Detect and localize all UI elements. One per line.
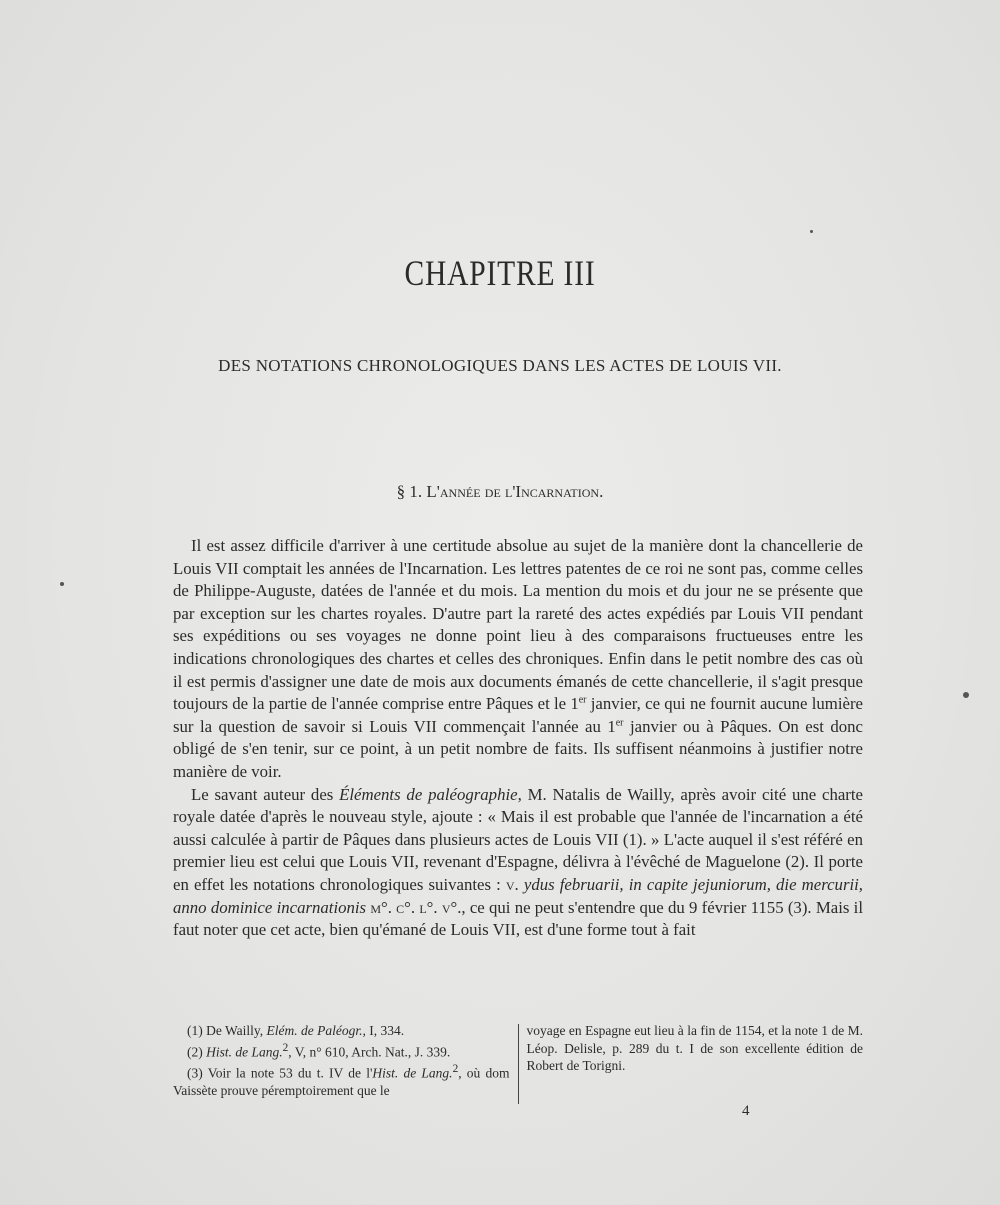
- footnote-2-ref: , V, n° 610, Arch. Nat., J. 339.: [288, 1044, 451, 1059]
- superscript: er: [615, 717, 624, 729]
- paragraph-2-text-b: , M. Natalis de Wailly, après avoir cité une charte royale datée d'après le nouveau style, ajoute : « Mais il est probable que l'année de l'incarnation a été aussi calculée à partir de Pâques dans plusieurs actes de Louis VII (1). » L'acte auquel il s'est référé en premier lieu est celui que Louis VII, revenant d'Espagne, délivra à l'évêché de Maguelone (2). Il porte en effet les notations chronologiques suivantes :: [173, 784, 863, 894]
- paragraph-2: [173, 784, 863, 942]
- superscript: 2: [282, 1041, 289, 1054]
- footnote-1: [173, 1022, 510, 1040]
- footnote-3-title: Hist. de Lang.: [372, 1065, 453, 1080]
- date-notation-latin: ydus februarii, in capite jejuniorum, die mercurii, anno dominice incarnationis: [173, 874, 863, 917]
- footnote-2-text: (2): [187, 1044, 207, 1059]
- chapter-subtitle: DES NOTATIONS CHRONOLOGIQUES DANS LES ACTES DE LOUIS VII.: [218, 356, 782, 375]
- footnote-2: [173, 1040, 510, 1061]
- footnote-1-title: Elém. de Paléogr.,: [266, 1023, 366, 1038]
- body-text: [173, 535, 863, 942]
- footnote-3-ref: , où dom Vaissète prouve péremptoirement que le: [173, 1065, 510, 1098]
- paragraph-2-text-a: Le savant auteur des: [191, 784, 340, 804]
- section-heading: § 1. L'année de l'Incarnation.: [396, 482, 604, 501]
- footnote-2-title: Hist. de Lang.: [206, 1044, 283, 1059]
- paragraph-1-text-c: janvier ou à Pâques. On est donc obligé de s'en tenir, sur ce point, à un petit nombre de faits. Ils suffisent néanmoins à justifier notre manière de voir.: [173, 716, 863, 781]
- footnote-3-text: (3) Voir la note 53 du t. IV de l': [187, 1065, 373, 1080]
- date-notation-a: v.: [505, 874, 524, 894]
- page-number: 4: [742, 1103, 750, 1119]
- superscript: 2: [452, 1062, 459, 1075]
- paragraph-1: [173, 535, 863, 784]
- paragraph-1-text-a: Il est assez difficile d'arriver à une certitude absolue au sujet de la manière dont la chancellerie de Louis VII comptait les années de l'Incarnation. Les lettres patentes de ce roi ne sont pas, comme celles de Philippe-Auguste, datées de l'année et du mois. La mention du mois et du jour ne se présente que par exception sur les chartes royales. D'autre part la rareté des actes expédiés par Louis VII pendant ses expéditions ou ses voyages ne donne point lieu à des comparaisons fructueuses entre les indications chronologiques des chartes et celles des chroniques. Enfin dans le petit nombre des cas où il est permis d'assigner une date de mois aux documents émanés de cette chancellerie, il s'agit presque toujours de la partie de l'année comprise entre Pâques et le 1: [173, 536, 863, 714]
- footnote-3: [173, 1061, 510, 1100]
- book-title: Éléments de paléographie: [339, 784, 518, 804]
- paragraph-2-text-c: , ce qui ne peut s'entendre que du 9 février 1155 (3). Mais il faut noter que cet acte, bien qu'émané de Louis VII, est d'une forme tout à fait: [173, 897, 863, 940]
- paper-speck: [810, 230, 813, 233]
- paragraph-1-text-b: janvier, ce qui ne fournit aucune lumière sur la question de savoir si Louis VII commençait l'année au 1: [173, 694, 863, 736]
- date-notation-year: m°. c°. l°. v°.: [366, 897, 462, 917]
- footnotes: [173, 1022, 863, 1104]
- footnotes-left-column: [173, 1022, 518, 1104]
- paper-speck: [963, 692, 969, 698]
- column-divider: [518, 1024, 519, 1104]
- footnotes-right-column: [527, 1022, 864, 1104]
- footnote-1-text: (1) De Wailly,: [187, 1023, 267, 1038]
- superscript: er: [578, 694, 587, 706]
- paper-speck: [60, 582, 64, 586]
- footnote-1-ref: I, 334.: [365, 1023, 405, 1038]
- footnote-3-continued: voyage en Espagne eut lieu à la fin de 1154, et la note 1 de M. Léop. Delisle, p. 289 du t. I de son excellente édition de Robert de Torigni.: [526, 1023, 863, 1073]
- chapter-title: CHAPITRE III: [404, 253, 596, 293]
